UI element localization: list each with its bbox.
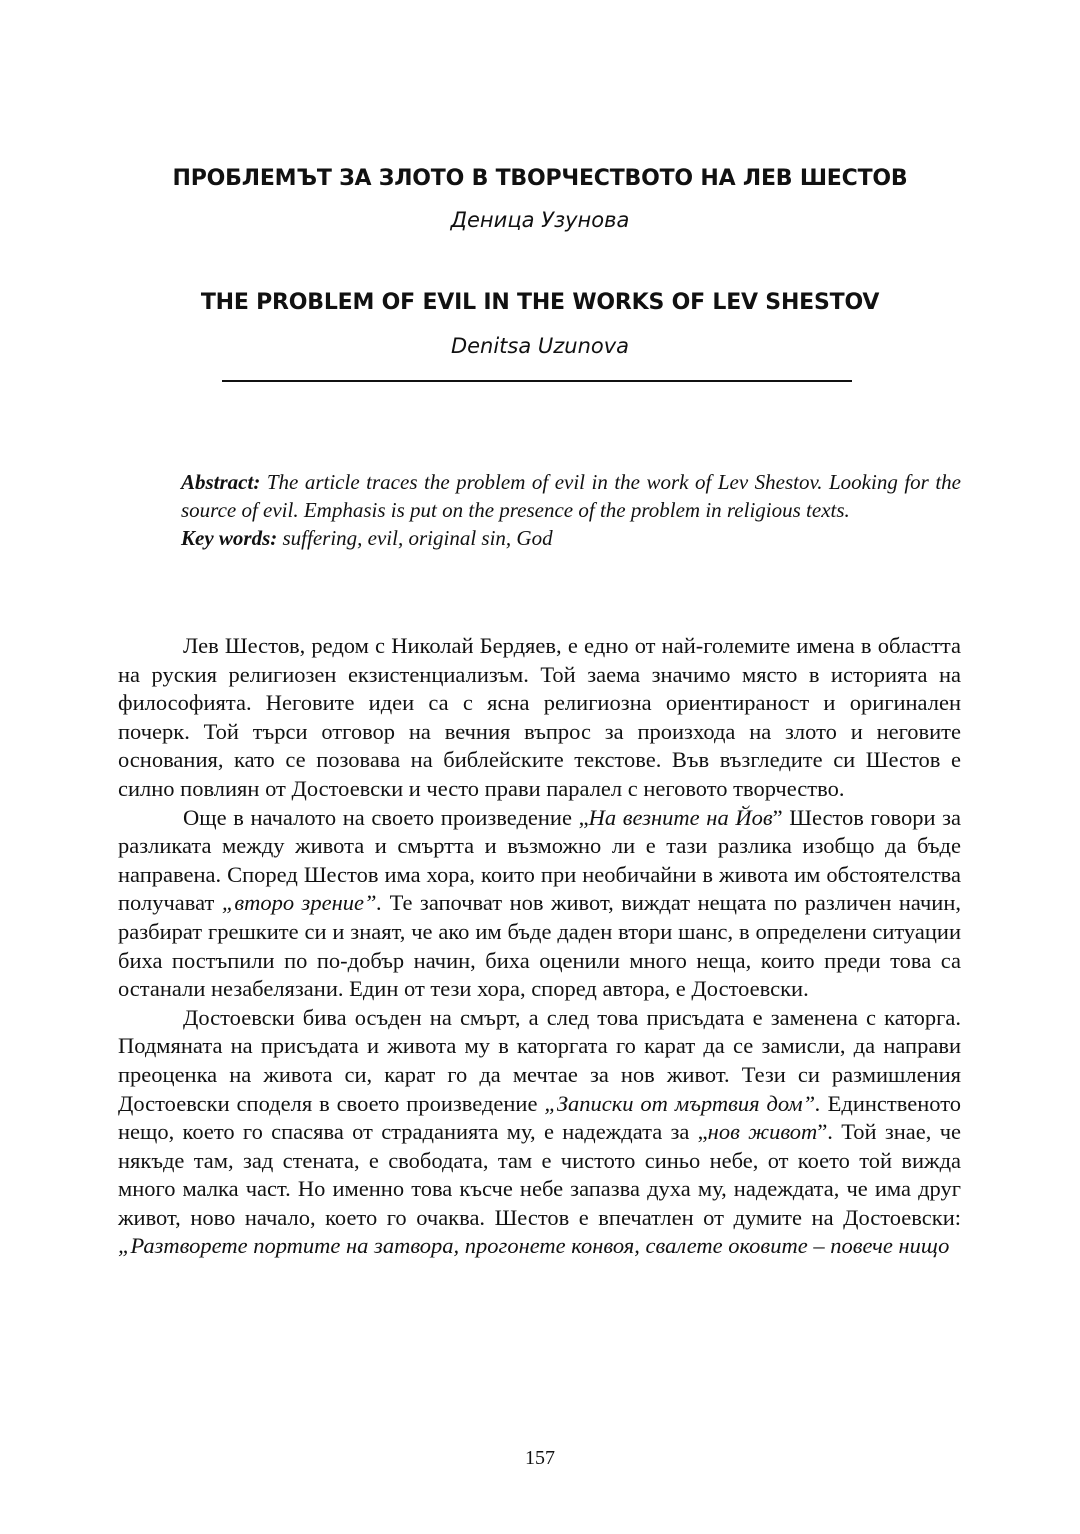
author-bulgarian: Деница Узунова <box>450 208 630 232</box>
p2-italic-title: На везните на Йов <box>588 804 773 830</box>
body-paragraph-2 <box>118 804 961 1004</box>
p2-text-a: Още в началото на своето произведение „ <box>183 804 589 830</box>
abstract-block <box>181 468 961 552</box>
abstract-paragraph <box>181 468 961 524</box>
keywords-paragraph <box>181 524 961 552</box>
keywords-label: Key words: <box>181 526 278 550</box>
abstract-text: The article traces the problem of evil in the work of Lev Shestov. Looking for the source of evil. Emphasis is put on the presence of the problem in religious texts. <box>181 470 961 522</box>
abstract-label: Abstract: <box>181 470 261 494</box>
author-english: Denitsa Uzunova <box>450 334 630 358</box>
body-text <box>118 632 961 1261</box>
keywords-text: suffering, evil, original sin, God <box>277 526 553 550</box>
title-english: THE PROBLEM OF EVIL IN THE WORKS OF LEV SHESTOV <box>200 290 880 315</box>
p3-italic-phrase: нов живот <box>707 1119 818 1145</box>
page-number: 157 <box>525 1447 555 1469</box>
p3-text-a: Достоевски бива осъден на смърт, а след това присъдата е заменена с каторга. Подмяната на присъдата и живота му в каторгата го карат да се замисли, да направи преоценка на живота си, карат го да мечтае за нов живот. Тези си размишления Достоевски споделя в своето произведение <box>118 1004 961 1116</box>
p2-italic-quote: „второ зрение”. <box>221 890 383 916</box>
body-paragraph-3 <box>118 1004 961 1261</box>
p3-italic-quote: „Разтворете портите на затвора, прогонете конвоя, свалете оковите – повече нищо <box>118 1233 950 1259</box>
p2-text-c: Те започват нов живот, виждат нещата по различен начин, разбират грешките си и знаят, че ако им бъде даден втори шанс, в определени ситуации биха постъпили по по-добър начин, биха оценили много неща, които преди това са останали незабелязани. Един от тези хора, според автора, е Достоевски. <box>118 890 961 1002</box>
p2-text-b: ” Шестов говори за разликата между живота и смъртта и възможно ли е тази разлика изобщо да бъде направена. Според Шестов има хора, които при необичайни в живота им обстоятелства получават <box>118 804 962 916</box>
body-paragraph-1: Лев Шестов, редом с Николай Бердяев, е едно от най-големите имена в областта на руския религиозен екзистенциализъм. Той заема значимо място в историята на философията. Неговите идеи са с ясна религиозна ориентираност и оригинален почерк. Той търси отговор на вечния въпрос за произхода на злото и неговите основания, като се позовава на библейските текстове. Във възгледите си Шестов е силно повлиян от Достоевски и често прави паралел с неговото творчество. <box>118 633 961 801</box>
p3-italic-title: „Записки от мъртвия дом”. <box>544 1090 821 1116</box>
p3-text-b: Единственото нещо, което го спасява от страданията му, е надеждата за „ <box>118 1090 961 1145</box>
title-bulgarian: ПРОБЛЕМЪТ ЗА ЗЛОТО В ТВОРЧЕСТВОТО НА ЛЕВ ШЕСТОВ <box>172 166 908 191</box>
p3-text-c: ”. Той знае, че някъде там, зад стената, е свободата, там е чистото синьо небе, от което той вижда много малка част. Но именно това късче небе запазва духа му, надеждата, че има друг живот, ново начало, което го очаква. Шестов е впечатлен от думите на Достоевски: <box>118 1119 962 1230</box>
header-divider <box>222 380 852 382</box>
